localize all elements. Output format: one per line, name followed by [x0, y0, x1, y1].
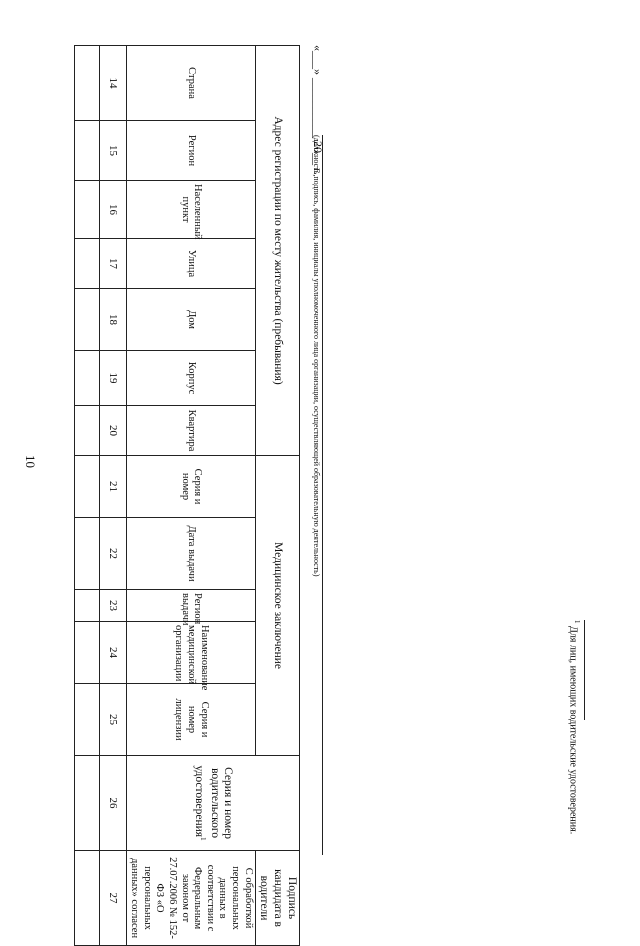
footnote-text: Для лиц, имеющих водительские удостоверения.	[567, 626, 579, 835]
table-cell-empty	[74, 851, 99, 946]
footnote	[565, 620, 585, 880]
column-number: 22	[99, 518, 126, 590]
column-header-building: Корпус	[126, 351, 255, 406]
table-cell-empty	[74, 239, 99, 289]
signature-block	[295, 45, 325, 845]
column-header-house: Дом	[126, 289, 255, 351]
candidate-table	[74, 45, 300, 946]
table-cell-empty	[74, 46, 99, 121]
column-number: 27	[99, 851, 126, 946]
column-header-med-organization: Наименование медицинской организации	[126, 622, 255, 684]
signature-caption: (должность,подпись, фамилия, инициалы уполномоченного лица организации, осуществляющей образовательную деятельность)	[312, 135, 323, 855]
column-header-med-region: Регион выдачи	[126, 590, 255, 622]
table-cell-empty	[74, 289, 99, 351]
candidate-table-wrapper	[90, 45, 300, 939]
column-number-row	[99, 46, 126, 946]
column-number: 25	[99, 684, 126, 756]
table-cell-empty	[74, 622, 99, 684]
signature-group-header: Подпись кандидата в водители	[255, 851, 299, 946]
date-line: «___» __________ 20__ г.	[311, 45, 325, 175]
column-number: 16	[99, 181, 126, 239]
column-header-street: Улица	[126, 239, 255, 289]
empty-data-row	[74, 46, 99, 946]
table-cell-empty	[74, 518, 99, 590]
table-cell-empty	[74, 456, 99, 518]
table-cell-empty	[74, 590, 99, 622]
table-cell-empty	[74, 351, 99, 406]
group-header-row	[255, 46, 299, 946]
column-header-region: Регион	[126, 121, 255, 181]
column-header-settlement: Населенный пункт	[126, 181, 255, 239]
column-number: 17	[99, 239, 126, 289]
column-header-country: Страна	[126, 46, 255, 121]
address-group-header: Адрес регистрации по месту жительства (пребывания)	[255, 46, 299, 456]
column-header-med-license: Серия и номер лицензии	[126, 684, 255, 756]
column-number: 20	[99, 406, 126, 456]
column-number: 15	[99, 121, 126, 181]
footnote-mark: 1	[573, 620, 581, 624]
table-cell-empty	[74, 684, 99, 756]
license-header-text: Серия и номер водительского удостоверения	[193, 765, 235, 839]
medical-group-header: Медицинское заключение	[255, 456, 299, 756]
column-header-apartment: Квартира	[126, 406, 255, 456]
column-number: 19	[99, 351, 126, 406]
page-number: 10	[23, 455, 38, 468]
column-header-med-series: Серия и номер	[126, 456, 255, 518]
table-cell-empty	[74, 756, 99, 851]
license-footnote-mark: 1	[198, 837, 207, 841]
column-number: 18	[99, 289, 126, 351]
table-cell-empty	[74, 121, 99, 181]
column-number: 23	[99, 590, 126, 622]
footnote-text-line	[568, 620, 581, 834]
column-header-med-date: Дата выдачи	[126, 518, 255, 590]
table-cell-empty	[74, 181, 99, 239]
column-header-consent: С обработкой персональных данных в соответствии с Федеральным законом от 27.07.2006 № 152-ФЗ «О персональных данных» согласен	[126, 851, 255, 946]
table-cell-empty	[74, 406, 99, 456]
column-number: 21	[99, 456, 126, 518]
column-number: 26	[99, 756, 126, 851]
license-column-header	[126, 756, 299, 851]
column-number: 24	[99, 622, 126, 684]
column-number: 14	[99, 46, 126, 121]
footnote-divider	[584, 620, 585, 720]
